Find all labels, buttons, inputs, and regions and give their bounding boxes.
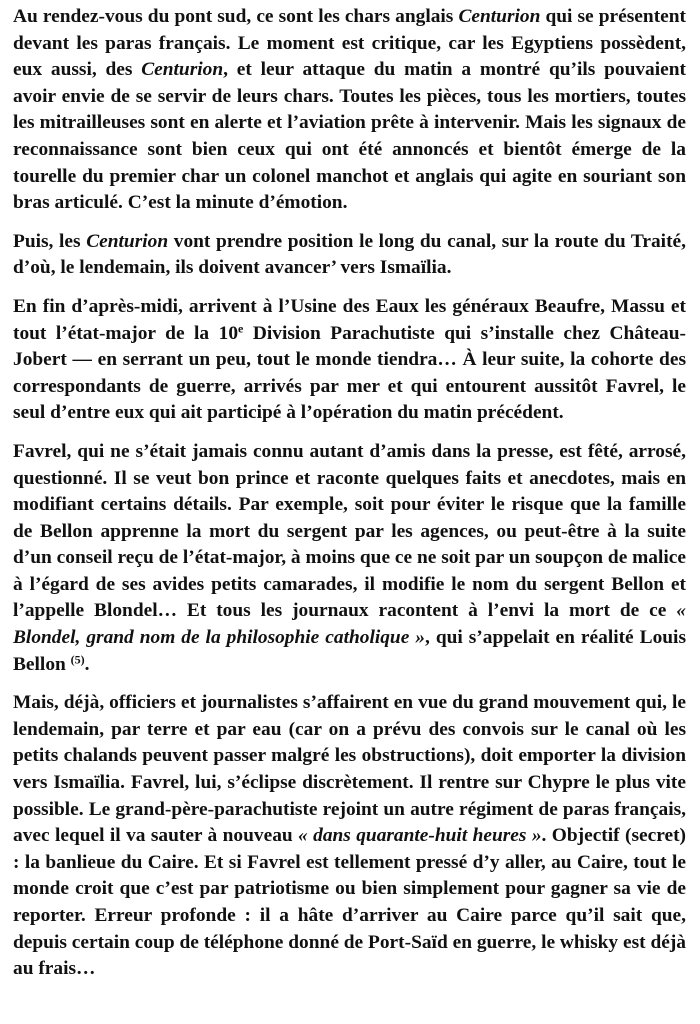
superscript: e [238, 320, 244, 335]
text-run: Au rendez-vous du pont sud, ce sont les chars anglais [13, 6, 459, 27]
italic-text: Centurion [86, 230, 169, 252]
text-run: vont prendre position le long du canal, sur la route du Traité, d’où, le lendemain, ils doivent avancer’ vers Ismaïlia. [13, 230, 686, 279]
text-run: . [84, 653, 90, 675]
text-run: Favrel, qui ne s’était jamais connu autant d’amis dans la presse, est fêté, arrosé, questionné. Il se veut bon prince et raconte quelques faits et anecdotes, mais en modifiant certains détails. Par exemple, soit pour éviter le risque que la famille de Bellon apprenne la mort du sergent par les agences, ou peut-être à la suite d’un conseil reçu de l’état-major, à moins que ce ne soit par un soupçon de malice à l’égard de ses avides petits camarades, il modifie le nom du sergent Bellon et l’appelle Blondel… Et tous les journaux racontent à l’envi la mort de ce [13, 440, 686, 622]
text-run: En fin d’après-midi, arrivent à l’Usine des Eaux les généraux Beaufre, Massu et tout l’état-major de la 10 [13, 295, 686, 344]
italic-text: « Blondel, grand nom de la philosophie catholique » [13, 600, 686, 649]
paragraph [13, 439, 686, 678]
paragraph [13, 294, 686, 427]
text-run: Mais, déjà, officiers et journalistes s’affairent en vue du grand mouvement qui, le lendemain, par terre et par eau (car on a prévu des convois sur le canal où les petits chalands peuvent passer malgré les obstructions), doit emporter la division vers Ismaïlia. Favrel, lui, s’éclipse discrètement. Il rentre sur Chypre le plus vite possible. Le grand-père-parachutiste rejoint un autre régiment de paras français, avec lequel il va sauter à nouveau [13, 692, 686, 847]
text-run: qui se présentent devant les paras français. Le moment est critique, car les Egyptiens possèdent, eux aussi, des [13, 6, 686, 81]
paragraph [13, 4, 686, 217]
text-run: . Objectif (secret) : la banlieue du Caire. Et si Favrel est tellement pressé d’y aller, au Caire, tout le monde croit que c’est par patriotisme ou bien simplement pour gagner sa vie de reporter. Erreur profonde : il a hâte d’arriver au Caire parce qu’il sait que, depuis certain coup de téléphone donné de Port-Saïd en guerre, le whisky est déjà au frais… [13, 825, 686, 980]
paragraph [13, 690, 686, 983]
text-run: , et leur attaque du matin a montré qu’ils pouvaient avoir envie de se servir de leurs chars. Toutes les pièces, tous les mortiers, toutes les mitrailleuses sont en alerte et l’aviation prête à intervenir. Mais les signaux de reconnaissance sont bien ceux qui ont été annoncés et bientôt émerge de la tourelle du premier char un colonel manchot et anglais qui agite en souriant son bras articulé. C’est la minute d’émotion. [13, 59, 686, 214]
text-run: , qui s’appelait en réalité Louis Bellon [13, 627, 686, 675]
paragraph [13, 229, 686, 282]
text-run: Puis, les [13, 230, 87, 252]
italic-text: « dans quarante-huit heures » [298, 825, 542, 847]
footnote-reference: (5) [70, 652, 85, 667]
text-run: Division Parachutiste qui s’installe chez Château-Jobert — en serrant un peu, tout le monde tiendra… À leur suite, la cohorte des correspondants de guerre, arrivés par mer et qui entourent aussitôt Favrel, le seul d’entre eux qui ait participé à l’opération du matin précédent. [13, 322, 686, 424]
italic-text: Centurion [458, 6, 541, 27]
italic-text: Centurion [141, 59, 224, 81]
